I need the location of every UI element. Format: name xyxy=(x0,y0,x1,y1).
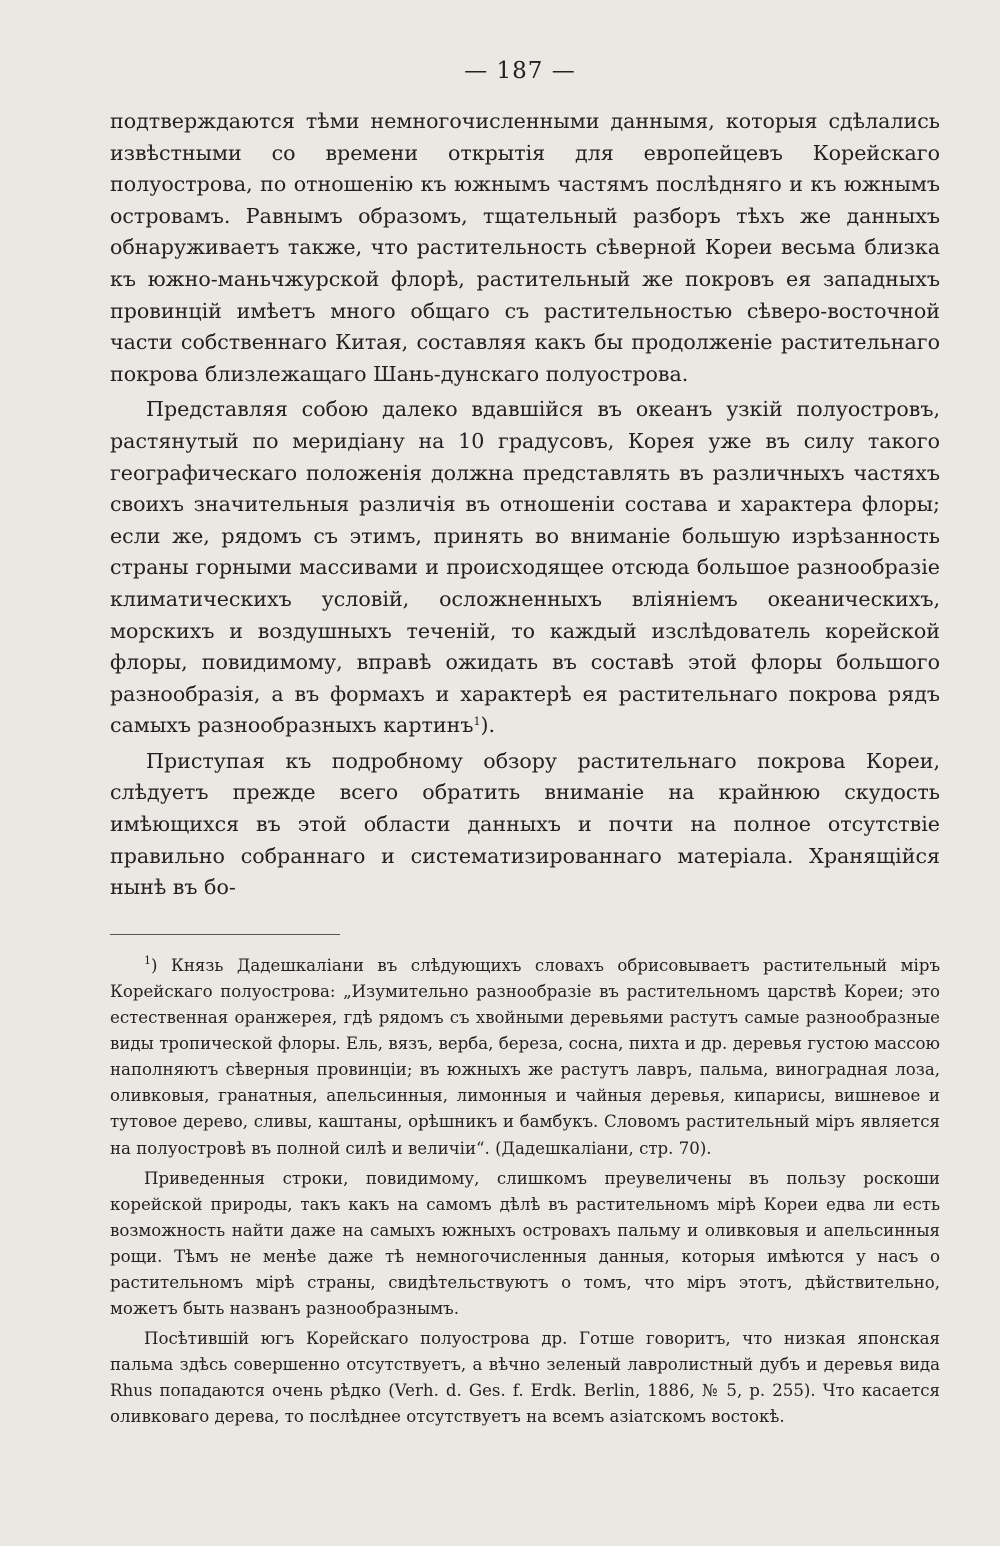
paragraph-2-end: ). xyxy=(480,713,496,738)
main-text xyxy=(110,106,940,904)
footnote-marker: 1 xyxy=(144,953,151,967)
paragraph-1 xyxy=(110,106,940,390)
footnote-2 xyxy=(110,1166,940,1323)
paragraph-1-text: подтверждаются тѣми немногочисленными даннымя, которыя сдѣлались извѣстными со времени открытія для европейцевъ Корейскаго полуострова, по отношенію къ южнымъ частямъ послѣдняго и къ южнымъ островамъ. Равнымъ образомъ, тщательный разборъ тѣхъ же данныхъ обнаруживаетъ также, что растительность сѣверной Кореи весьма близка къ южно-маньчжурской флорѣ, растительный же покровъ ея западныхъ провинцій имѣетъ много общаго съ растительностью сѣверо-восточной части собственнаго Китая, составляя какъ бы продолженіе растительнаго покрова близлежащаго Шань-дунскаго полуострова. xyxy=(110,109,940,386)
page-number: — 187 — xyxy=(464,58,576,84)
footnotes xyxy=(110,953,940,1431)
footnote-marker-paren: ) xyxy=(151,955,158,975)
paragraph-3-text: Приступая къ подробному обзору растительнаго покрова Кореи, слѣдуетъ прежде всего обратить вниманіе на крайнюю скудость имѣющихся въ этой области данныхъ и почти на полное отсутствіе правильно собраннаго и систематизированнаго матеріала. Хранящійся нынѣ въ бо- xyxy=(110,748,940,900)
footnote-3 xyxy=(110,1326,940,1430)
footnote-1-text: Князь Дадешкаліани въ слѣдующихъ словахъ обрисовываетъ растительный міръ Корейскаго полуострова: „Изумительно разнообразіе въ растительномъ царствѣ Кореи; это естественная оранжерея, гдѣ рядомъ съ хвойными деревьями растутъ самые разнообразные виды тропической флоры. Ель, вязъ, верба, береза, сосна, пихта и др. деревья густою массою наполняютъ сѣверныя провинціи; въ южныхъ же растутъ лавръ, пальма, виноградная лоза, оливковыя, гранатныя, апельсинныя, лимонныя и чайныя деревья, кипарисы, вишневое и тутовое дерево, сливы, каштаны, орѣшникъ и бамбукъ. Словомъ растительный міръ является на полуостровѣ въ полной силѣ и величіи“. (Дадешкаліани, стр. 70). xyxy=(110,955,941,1158)
footnote-reference: 1 xyxy=(473,715,481,729)
footnote-3-text: Посѣтившій югъ Корейскаго полуострова др. Готше говоритъ, что низкая японская пальма здѣсь совершенно отсутствуетъ, а вѣчно зеленый лавролистный дубъ и деревья вида Rhus попадаются очень рѣдко (Verh. d. Ges. f. Erdk. Berlin, 1886, № 5, p. 255). Что касается оливковаго дерева, то послѣднее отсутствуетъ на всемъ азіатскомъ востокѣ. xyxy=(110,1329,940,1427)
footnote-1 xyxy=(110,953,940,1162)
footnote-separator xyxy=(110,934,340,935)
footnote-2-text: Приведенныя строки, повидимому, слишкомъ преувеличены въ пользу роскоши корейской природы, такъ какъ на самомъ дѣлѣ въ растительномъ мірѣ Кореи едва ли есть возможность найти даже на самыхъ южныхъ островахъ пальму и оливковыя и апельсинныя рощи. Тѣмъ не менѣе даже тѣ немногочисленныя данныя, которыя имѣются у насъ о растительномъ мірѣ страны, свидѣтельствуютъ о томъ, что міръ этотъ, дѣйствительно, можетъ быть названъ разнообразнымъ. xyxy=(110,1168,940,1319)
paragraph-3 xyxy=(110,746,940,904)
paragraph-2 xyxy=(110,394,940,742)
paragraph-2-text: Представляя собою далеко вдавшійся въ океанъ узкій полуостровъ, растянутый по меридіану на 10 градусовъ, Корея уже въ силу такого географическаго положенія должна представлять въ различныхъ частяхъ своихъ значительныя различія въ отношеніи состава и характера флоры; если же, рядомъ съ этимъ, принять во вниманіе большую изрѣзанность страны горными массивами и происходящее отсюда большое разнообразіе климатическихъ условій, осложненныхъ вліяніемъ океаническихъ, морскихъ и воздушныхъ теченій, то каждый изслѣдователь корейской флоры, повидимому, вправѣ ожидать въ составѣ этой флоры большого разнообразія, а въ формахъ и характерѣ ея растительнаго покрова рядъ самыхъ разнообразныхъ картинъ xyxy=(110,397,940,738)
